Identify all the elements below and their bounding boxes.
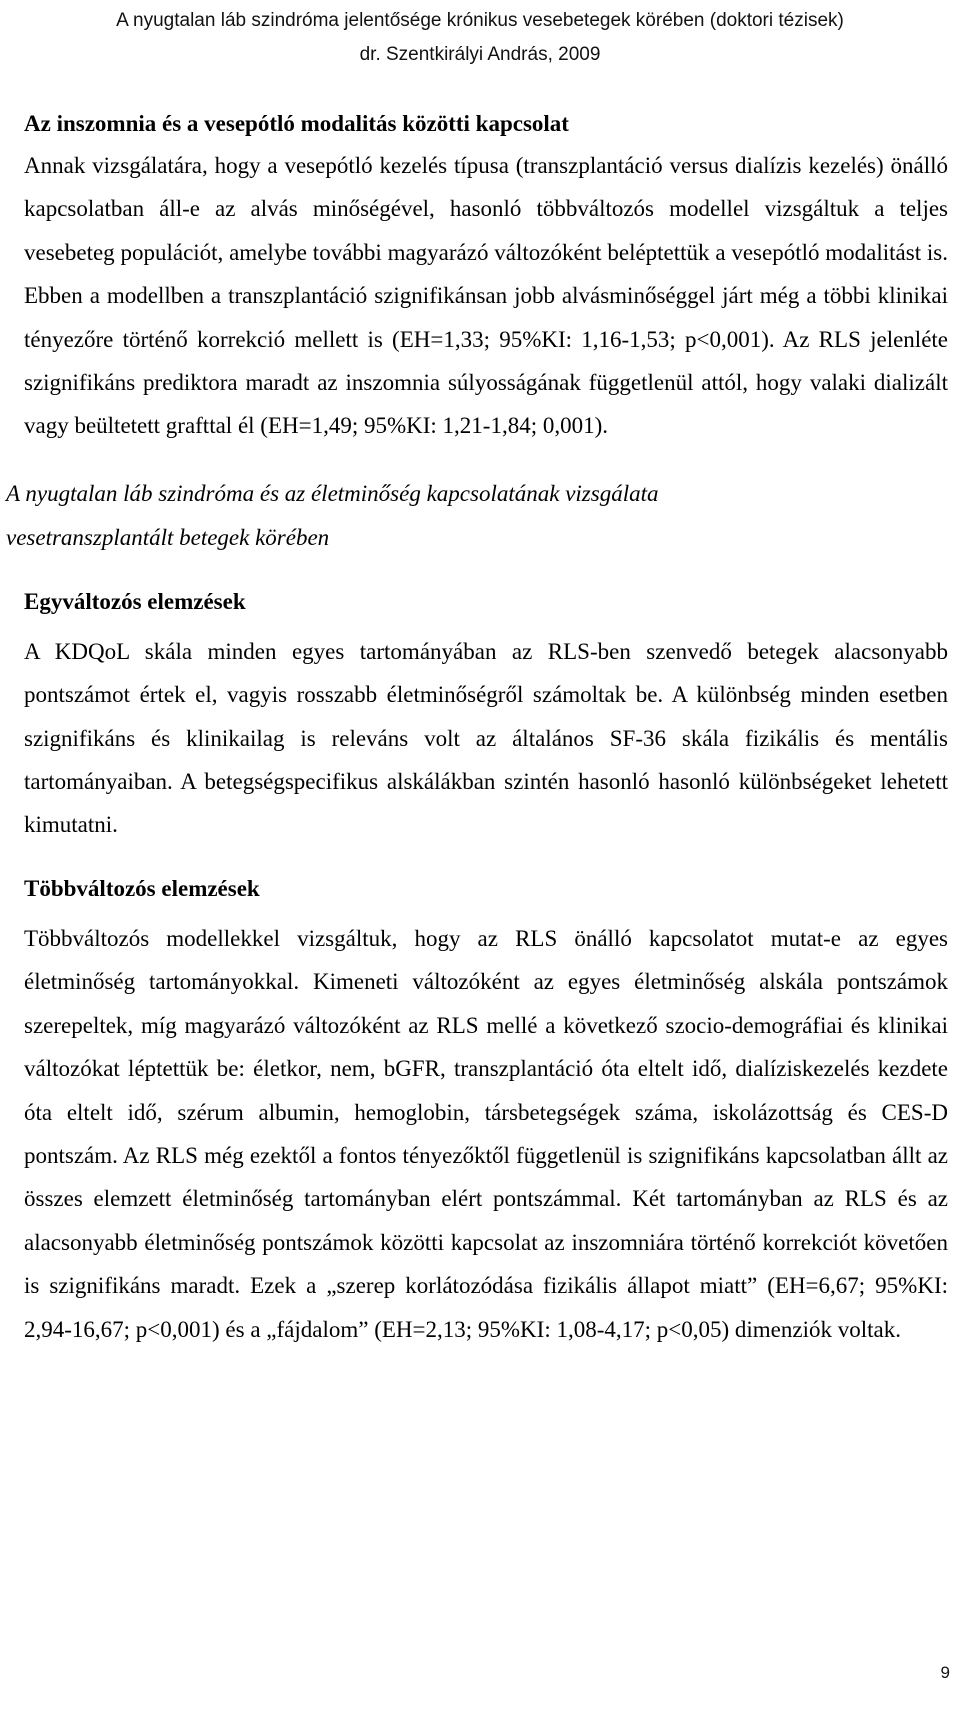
- header-title: A nyugtalan láb szindróma jelentősége krónikus vesebetegek körében (doktori tézisek): [116, 10, 844, 31]
- section2-title: [6, 472, 948, 560]
- page-header: [0, 4, 960, 72]
- section2-title-line2: vesetranszplantált betegek körében: [6, 524, 330, 550]
- multivariate-heading: Többváltozós elemzések: [24, 875, 260, 901]
- header-author: dr. Szentkirályi András, 2009: [359, 44, 601, 65]
- univariate-heading: Egyváltozós elemzések: [24, 588, 246, 614]
- multivariate-paragraph: Többváltozós modellekkel vizsgáltuk, hogy az RLS önálló kapcsolatot mutat-e az egyes életminőség tartományokkal. Kimeneti változóként az egyes életminőség alskála pontszámok szerepeltek, míg magyarázó változóként az RLS mellé a következő szocio-demográfiai és klinikai változókat léptettük be: életkor, nem, bGFR, transzplantáció óta eltelt idő, dialíziskezelés kezdete óta eltelt idő, szérum albumin, hemoglobin, társbetegségek száma, iskolázottság és CES-D pontszám. Az RLS még ezektől a fontos tényezőktől függetlenül is szignifikáns kapcsolatban állt az összes elemzett életminőség tartományban elért pontszámmal. Két tartományban az RLS és az alacsonyabb életminőség pontszámok közötti kapcsolat az inszomniára történő korrekciót követően is szignifikáns maradt. Ezek a „szerep korlátozódása fizikális állapot miatt” (EH=6,67; 95%KI: 2,94-16,67; p<0,001) és a „fájdalom” (EH=2,13; 95%KI: 1,08-4,17; p<0,05) dimenziók voltak.: [24, 925, 948, 1342]
- section2-title-line1: A nyugtalan láb szindróma és az életminőség kapcsolatának vizsgálata: [6, 480, 659, 506]
- section1-paragraph: Annak vizsgálatára, hogy a vesepótló kezelés típusa (transzplantáció versus dialízis kezelés) önálló kapcsolatban áll-e az alvás minőségével, hasonló többváltozós modellel vizsgáltuk a teljes vesebeteg populációt, amelybe további magyarázó változóként beléptettük a vesepótló modalitást is. Ebben a modellben a transzplantáció szignifikánsan jobb alvásminőséggel járt még a többi klinikai tényezőre történő korrekció mellett is (EH=1,33; 95%KI: 1,16-1,53; p<0,001). Az RLS jelenléte szignifikáns prediktora maradt az inszomnia súlyosságának függetlenül attól, hogy valaki dializált vagy beültetett grafttal él (EH=1,49; 95%KI: 1,21-1,84; 0,001).: [24, 153, 948, 439]
- univariate-paragraph: A KDQoL skála minden egyes tartományában az RLS-ben szenvedő betegek alacsonyabb pontszámot értek el, vagyis rosszabb életminőségről számoltak be. A különbség minden esetben szignifikáns és klinikailag is releváns volt az általános SF-36 skála fizikális és mentális tartományaiban. A betegségspecifikus alskálákban szintén hasonló hasonló különbségeket lehetett kimutatni.: [24, 638, 948, 838]
- section1-heading: Az inszomnia és a vesepótló modalitás közötti kapcsolat: [24, 111, 569, 136]
- document-body: [6, 104, 948, 1351]
- page-number: 9: [940, 1663, 950, 1682]
